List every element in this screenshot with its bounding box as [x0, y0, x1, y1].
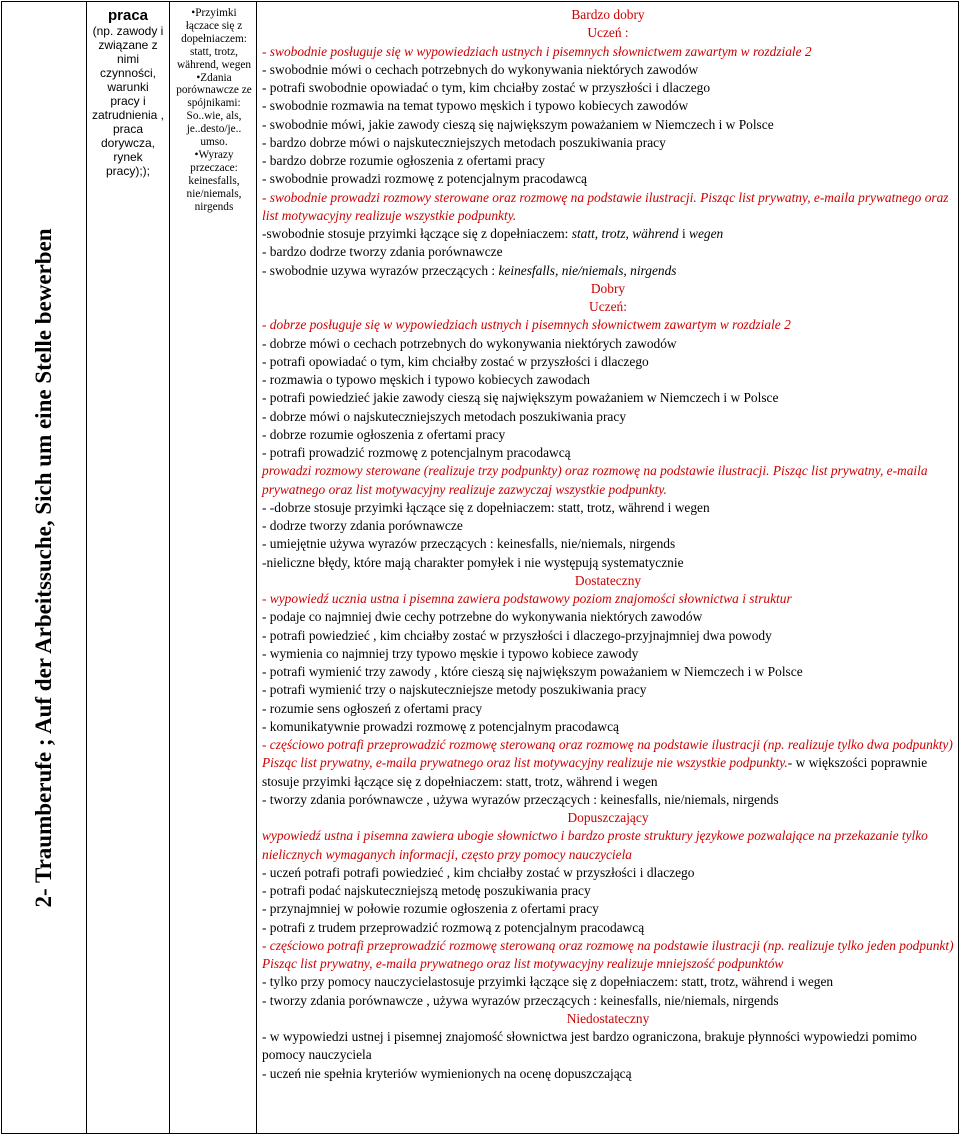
requirement-line: - potrafi powiedzieć jakie zawody cieszą się największym poważaniem w Niemczech i w Polsce	[262, 390, 779, 406]
requirement-line	[262, 225, 954, 243]
requirement-line: - potrafi prowadzić rozmowę z potencjalnym pracodawcą	[262, 445, 571, 460]
requirement-fragment: - częściowo potrafi przeprowadzić rozmowę sterowaną oraz rozmowę na podstawie ilustracji (np. realizuje tylko dwa podpunkty) Pisząc list prywatny, e-maila prywatnego oraz list motywacyjny realizuje nie wszystkie podpunkty.	[262, 737, 953, 771]
requirement-line: -nieliczne błędy, które mają charakter pomyłek i nie występują systematycznie	[262, 554, 684, 570]
title-cell	[2, 2, 87, 1134]
requirement-line: - podaje co najmniej dwie cechy potrzebne do wykonywania niektórych zawodów	[262, 609, 703, 625]
requirement-fragment: statt, trotz, während	[571, 226, 679, 241]
requirement-line: - tworzy zdania porównawcze , używa wyrazów przeczących : keinesfalls, nie/niemals, nirgends	[262, 992, 779, 1008]
requirement-line: - dobrze rozumie ogłoszenia z ofertami pracy	[262, 426, 506, 442]
requirement-line: - uczeń potrafi potrafi powiedzieć , kim chciałby zostać w przyszłości i dlaczego	[262, 864, 695, 880]
requirement-line: - umiejętnie używa wyrazów przeczących : keinesfalls, nie/niemals, nirgends	[262, 536, 676, 552]
requirement-line: - w wypowiedzi ustnej i pisemnej znajomość słownictwa jest bardzo ograniczona, brakuje płynności wypowiedzi pomimo pomocy nauczyciela	[262, 1029, 917, 1063]
requirement-line: - potrafi powiedzieć , kim chciałby zostać w przyszłości i dlaczego-przyjnajmniej dwa powody	[262, 627, 772, 643]
grammar-item: •Zdania porównawcze ze spójnikami: So..wie, als, je..desto/je.. umso.	[176, 71, 252, 149]
requirement-line: - komunikatywnie prowadzi rozmowę z potencjalnym pracodawcą	[262, 718, 619, 734]
requirement-fragment: - swobodnie uzywa wyrazów przeczących :	[262, 262, 499, 278]
requirement-line: - bardzo dodrze tworzy zdania porównawcze	[262, 244, 503, 260]
requirement-line: prowadzi rozmowy sterowane (realizuje trzy podpunkty) oraz rozmowę na podstawie ilustracji. Pisząc list prywatny, e-maila prywatnego oraz list motywacyjny realizuje zazwyczaj wszystkie podpunkty.	[262, 463, 928, 497]
requirement-line: - potrafi podać najskuteczniejszą metodę poszukiwania pracy	[262, 883, 591, 898]
requirement-line: - przynajmniej w połowie rozumie ogłoszenia z ofertami pracy	[262, 901, 599, 917]
section-title: 2- Traumberufe ; Auf der Arbeitssuche, Sich um eine Stelle bewerben	[31, 227, 56, 908]
requirement-line: - swobodnie prowadzi rozmowy sterowane oraz rozmowę na podstawie ilustracji. Pisząc list prywatny, e-maila prywatnego oraz list motywacyjny realizuje wszystkie podpunkty.	[262, 189, 949, 223]
requirement-line: - potrafi wymienić trzy o najskuteczniejsze metody poszukiwania pracy	[262, 682, 647, 698]
table-row	[2, 2, 959, 1134]
requirement-line: - potrafi wymienić trzy zawody , które cieszą się największym poważaniem w Niemczech i w Polsce	[262, 664, 803, 679]
topic-cell	[87, 2, 170, 1134]
requirement-line: - dobrze posługuje się w wypowiedziach ustnych i pisemnych słownictwem zawartym w rozdziale 2	[262, 317, 791, 333]
requirement-line: - tylko przy pomocy nauczycielastosuje przyimki łączące się z dopełniaczem: statt, trotz, während i wegen	[262, 974, 834, 990]
requirement-line: - potrafi opowiadać o tym, kim chciałby zostać w przyszłości i dlaczego	[262, 353, 649, 369]
requirement-line	[262, 262, 954, 280]
grade-subtitle: Uczeń :	[587, 25, 629, 41]
requirement-line	[262, 736, 954, 791]
grade-title: Dopuszczający	[567, 810, 649, 825]
grammar-item: •Wyrazy przeczace: keinesfalls, nie/niemals, nirgends	[186, 148, 242, 213]
grammar-list	[170, 2, 256, 214]
requirement-line: - swobodnie mówi, jakie zawody cieszą się największym poważaniem w Niemczech i w Polsce	[262, 116, 774, 132]
requirement-line: - wymienia co najmniej trzy typowo męskie i typowo kobiece zawody	[262, 645, 639, 661]
topic-description: (np. zawody i związane z nimi czynności, warunki pracy i zatrudnienia , praca dorywcza, rynek pracy););	[91, 24, 165, 178]
requirement-line: - potrafi swobodnie opowiadać o tym, kim chciałby zostać w przyszłości i dlaczego	[262, 80, 711, 95]
requirement-fragment: wegen	[689, 226, 724, 241]
grade-subtitle: Uczeń:	[589, 299, 627, 314]
requirement-line: - rozmawia o typowo męskich i typowo kobiecych zawodach	[262, 372, 590, 387]
requirement-line: - bardzo dobrze mówi o najskuteczniejszych metodach poszukiwania pracy	[262, 134, 666, 150]
requirement-line: - częściowo potrafi przeprowadzić rozmowę sterowaną oraz rozmowę na podstawie ilustracji (np. realizuje tylko jeden podpunkt) Pisząc list prywatny, e-maila prywatnego oraz list motywacyjny realizuje mniejszość podpunktów	[262, 937, 954, 971]
requirements-cell	[257, 2, 959, 1134]
criteria-table	[1, 1, 959, 1134]
requirement-line: - uczeń nie spełnia kryteriów wymienionych na ocenę dopuszczającą	[262, 1065, 632, 1081]
requirement-fragment: - w większości poprawnie stosuje przyimki łączące się z dopełniaczem: statt, trotz, während i wegen	[262, 755, 928, 789]
requirement-line: - bardzo dobrze rozumie ogłoszenia z ofertami pracy	[262, 153, 545, 168]
requirement-line: - dobrze mówi o najskuteczniejszych metodach poszukiwania pracy	[262, 408, 627, 424]
requirement-line: wypowiedź ustna i pisemna zawiera ubogie słownictwo i bardzo proste struktury językowe pozwalające na przekazanie tylko nielicznych wymaganych informacji, często przy pomocy nauczyciela	[262, 828, 928, 862]
requirement-fragment: keinesfalls, nie/niemals, nirgends	[498, 262, 677, 278]
grade-requirements	[257, 2, 958, 1083]
grade-title: Dostateczny	[574, 572, 642, 588]
requirement-line: - potrafi z trudem przeprowadzić rozmową z potencjalnym pracodawcą	[262, 919, 645, 935]
grade-title: Niedostateczny	[566, 1010, 650, 1026]
requirement-fragment: -swobodnie stosuje przyimki łączące się z dopełniaczem:	[262, 226, 572, 241]
requirement-line: - swobodnie rozmawia na temat typowo męskich i typowo kobiecych zawodów	[262, 98, 689, 114]
requirement-line: - -dobrze stosuje przyimki łączące się z dopełniaczem: statt, trotz, während i wegen	[262, 499, 710, 515]
topic-heading: praca	[107, 7, 149, 24]
requirement-line: - dobrze mówi o cechach potrzebnych do wykonywania niektórych zawodów	[262, 335, 677, 351]
grammar-cell	[170, 2, 257, 1134]
requirement-line: - wypowiedź ucznia ustna i pisemna zawiera podstawowy poziom znajomości słownictwa i struktur	[262, 591, 792, 606]
grade-title: Dobry	[590, 280, 626, 296]
requirement-fragment: i	[678, 226, 690, 241]
requirement-line: - tworzy zdania porównawcze , używa wyrazów przeczących : keinesfalls, nie/niemals, nirgends	[262, 791, 779, 807]
grammar-item: •Przyimki łączace się z dopełniaczem: statt, trotz, während, wegen	[176, 7, 252, 71]
requirement-line: - rozumie sens ogłoszeń z ofertami pracy	[262, 700, 483, 716]
requirement-line: - swobodnie mówi o cechach potrzebnych do wykonywania niektórych zawodów	[262, 61, 699, 77]
requirement-line: - dodrze tworzy zdania porównawcze	[262, 518, 463, 533]
grade-title: Bardzo dobry	[571, 7, 645, 22]
requirement-line: - swobodnie posługuje się w wypowiedziach ustnych i pisemnych słownictwem zawartym w rozdziale 2	[262, 43, 812, 59]
requirement-line: - swobodnie prowadzi rozmowę z potencjalnym pracodawcą	[262, 171, 587, 187]
